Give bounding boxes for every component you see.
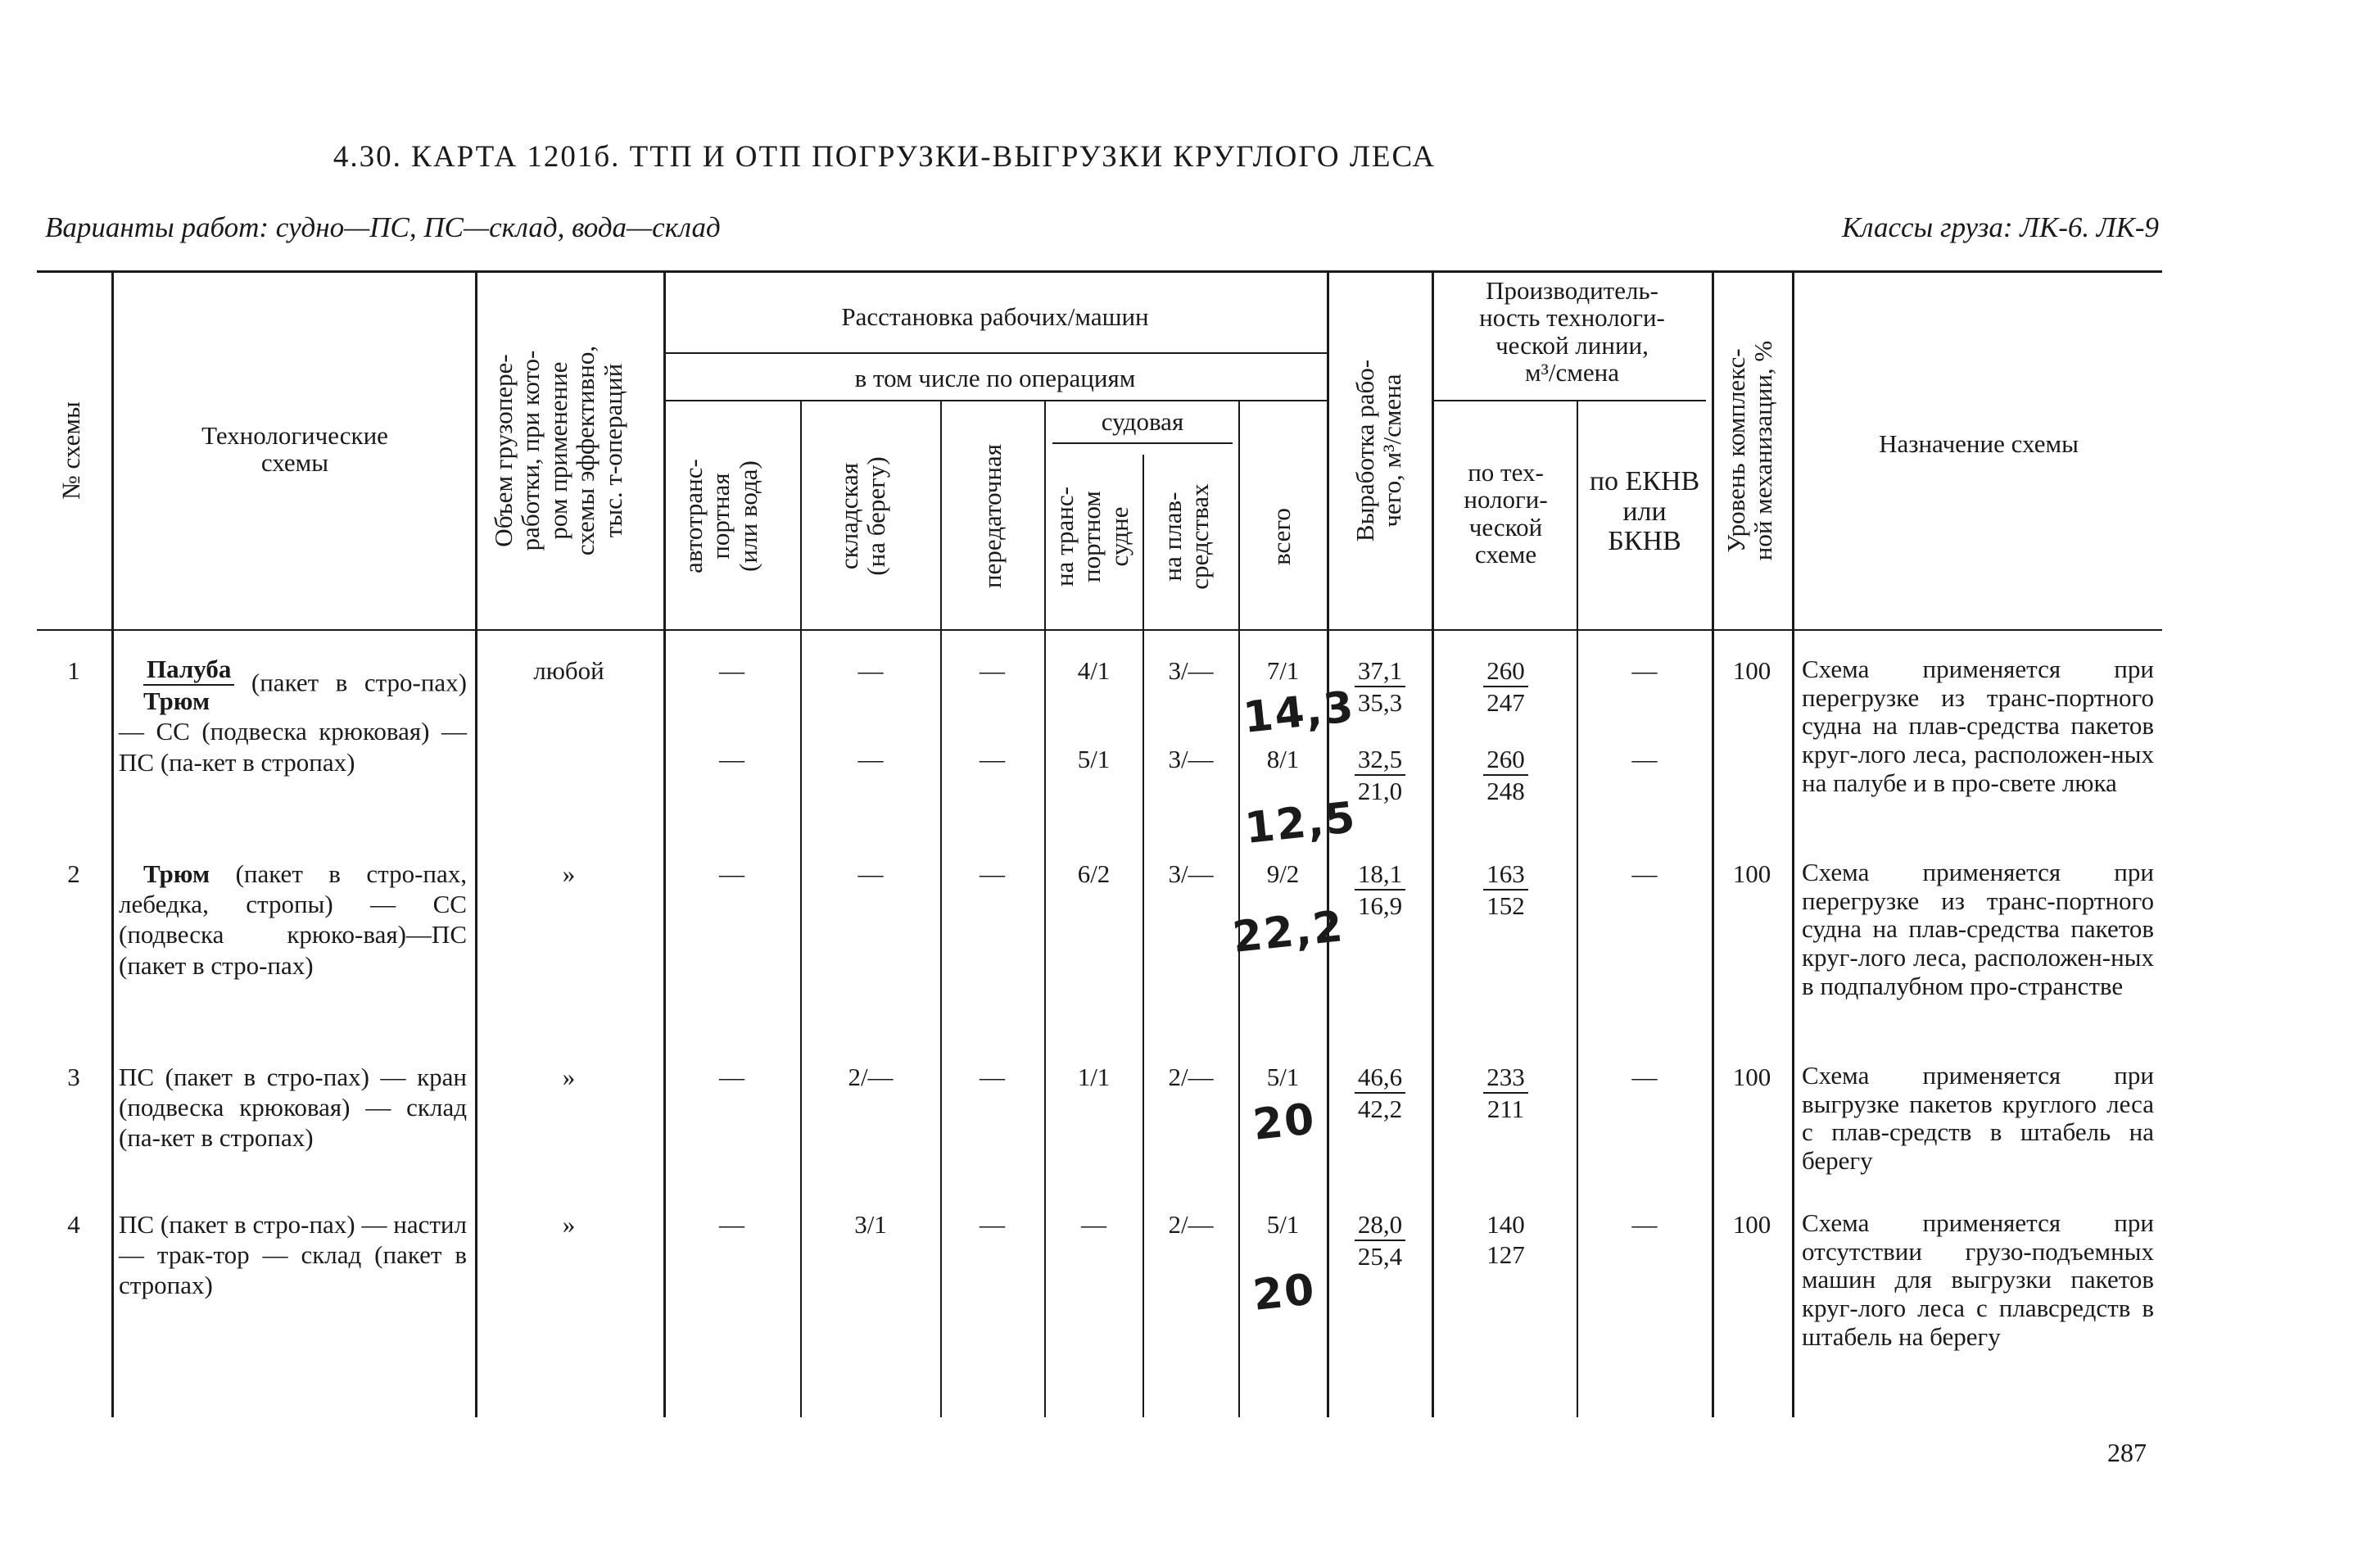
purpose-text: Схема применяется при перегрузке из транс-портного судна на плав-средства пакетов круг-лого леса, расположен-ных на палубе и в про-свете люка bbox=[1802, 655, 2154, 797]
header-ship: судовая bbox=[1101, 407, 1184, 436]
header-warehouse-line: (на берегу) bbox=[862, 456, 891, 576]
page-number: 287 bbox=[2107, 1438, 2147, 1467]
placement-rule bbox=[663, 352, 1327, 354]
handwritten-note: 20 bbox=[1251, 1095, 1319, 1150]
col-line bbox=[1577, 400, 1578, 1417]
warehouse-value: — bbox=[857, 745, 884, 773]
cargo-classes: Классы груза: ЛК-6. ЛК-9 bbox=[1842, 211, 2159, 243]
productivity-bottom: 211 bbox=[1486, 1095, 1525, 1124]
header-scheme-no-text: № схемы bbox=[57, 401, 85, 500]
handwritten-note: 14,3 bbox=[1241, 682, 1358, 743]
scheme-description bbox=[119, 859, 467, 981]
on-ship-value: 4/1 bbox=[1077, 656, 1111, 685]
productivity-top: 140 bbox=[1486, 1210, 1525, 1239]
scheme-fraction-bottom: Трюм bbox=[143, 687, 210, 716]
header-tech-schemes-line: Технологические bbox=[201, 421, 388, 450]
warehouse-value: 2/— bbox=[848, 1063, 894, 1091]
transfer-value: — bbox=[980, 745, 1005, 773]
auto-value: — bbox=[719, 745, 744, 773]
header-productivity-line: ческой линии, bbox=[1495, 330, 1649, 360]
header-tech-schemes bbox=[115, 422, 475, 477]
output-top: 46,6 bbox=[1355, 1062, 1405, 1094]
header-total bbox=[1268, 455, 1295, 619]
on-ship-value: 6/2 bbox=[1077, 859, 1111, 888]
header-on-floating bbox=[1159, 455, 1214, 619]
on-float-value: 2/— bbox=[1168, 1063, 1214, 1091]
total-value: 9/2 bbox=[1266, 859, 1300, 888]
output-top: 37,1 bbox=[1355, 655, 1405, 687]
productivity-value bbox=[1435, 859, 1577, 921]
work-variants: Варианты работ: судно—ПС, ПС—склад, вода—склад bbox=[45, 211, 721, 243]
output-value bbox=[1331, 1209, 1429, 1271]
output-top: 18,1 bbox=[1355, 859, 1405, 891]
header-warehouse-line: складская bbox=[835, 462, 863, 570]
mechanization-value: 100 bbox=[1732, 1210, 1771, 1239]
purpose-text: Схема применяется при выгрузке пакетов круглого леса с плав-средств в штабель на берегу bbox=[1802, 1061, 2154, 1176]
header-warehouse bbox=[835, 410, 890, 623]
transfer-value: — bbox=[980, 1063, 1005, 1091]
auto-value: — bbox=[719, 656, 744, 685]
header-by-ekhv-line: по ЕКНВ bbox=[1589, 466, 1700, 496]
volume-value: любой bbox=[533, 656, 604, 685]
productivity-bottom: 247 bbox=[1486, 688, 1525, 718]
transfer-value: — bbox=[980, 859, 1005, 888]
ekhv-value: — bbox=[1631, 745, 1658, 773]
scheme-description: ПС (пакет в стро-пах) — кран (подвеска крюковая) — склад (па-кет в стропах) bbox=[119, 1063, 467, 1153]
col-line bbox=[1142, 455, 1144, 1417]
page-title: 4.30. КАРТА 1201б. ТТП И ОТП ПОГРУЗКИ-ВЫГРУЗКИ КРУГЛОГО ЛЕСА bbox=[333, 140, 1437, 174]
header-by-scheme-line: по тех- bbox=[1468, 458, 1544, 487]
scheme-description: ПС (пакет в стро-пах) — настил — трак-тор — склад (пакет в стропах) bbox=[119, 1210, 467, 1300]
productivity-bottom: 248 bbox=[1486, 777, 1525, 806]
productivity-top: 233 bbox=[1483, 1062, 1528, 1094]
volume-value: » bbox=[562, 859, 576, 888]
header-on-transport-ship-line: на транс- bbox=[1050, 487, 1079, 587]
handwritten-note: 12,5 bbox=[1242, 793, 1360, 854]
header-by-scheme-line: схеме bbox=[1474, 540, 1537, 569]
header-productivity-line: ность технологи- bbox=[1479, 303, 1665, 333]
header-volume-line: схемы эффективно, bbox=[571, 345, 600, 556]
volume-value: » bbox=[562, 1210, 576, 1239]
header-by-scheme-line: ческой bbox=[1468, 512, 1543, 542]
scheme-fraction bbox=[143, 654, 234, 716]
including-rule bbox=[663, 400, 1327, 401]
header-productivity-line: м³/смена bbox=[1524, 358, 1619, 388]
header-by-ekhv bbox=[1579, 467, 1710, 557]
auto-value: — bbox=[719, 1210, 744, 1239]
header-total-text: всего bbox=[1267, 508, 1296, 565]
output-bottom: 16,9 bbox=[1357, 891, 1403, 921]
productivity-top: 163 bbox=[1483, 859, 1528, 891]
row-number: 4 bbox=[67, 1210, 80, 1239]
header-volume bbox=[490, 279, 627, 623]
header-auto-line: (или вода) bbox=[733, 460, 762, 572]
warehouse-value: — bbox=[857, 859, 884, 888]
total-value: 5/1 bbox=[1266, 1210, 1300, 1239]
volume-value: » bbox=[562, 1063, 576, 1091]
header-productivity-line: Производитель- bbox=[1486, 276, 1658, 305]
total-value: 8/1 bbox=[1266, 745, 1300, 773]
header-productivity bbox=[1435, 277, 1709, 387]
ekhv-value: — bbox=[1631, 656, 1658, 685]
scheme-fraction-top: Палуба bbox=[143, 654, 234, 686]
output-value bbox=[1331, 859, 1429, 921]
header-auto-line: портная bbox=[706, 473, 735, 560]
productivity-value bbox=[1435, 1209, 1577, 1270]
header-output-line: Выработка рабо- bbox=[1351, 359, 1379, 542]
auto-value: — bbox=[719, 859, 744, 888]
col-line bbox=[111, 270, 114, 1417]
header-volume-line: тыс. т-операций bbox=[598, 363, 627, 538]
mechanization-value: 100 bbox=[1732, 1063, 1771, 1091]
header-mechanization-line: Уровень комплекс- bbox=[1722, 348, 1750, 553]
header-auto-line: автотранс- bbox=[679, 459, 708, 573]
header-on-transport-ship-line: судне bbox=[1104, 506, 1133, 567]
header-transfer-text: передаточная bbox=[978, 444, 1007, 588]
header-on-floating-line: на плав- bbox=[1158, 492, 1187, 582]
scheme-bold: Трюм bbox=[143, 859, 210, 888]
header-volume-line: Объем грузопере- bbox=[489, 354, 518, 547]
header-volume-line: ром применение bbox=[543, 361, 572, 540]
header-by-ekhv-line: БКНВ bbox=[1608, 526, 1681, 557]
output-top: 32,5 bbox=[1355, 744, 1405, 776]
col-line bbox=[940, 400, 942, 1417]
productivity-rule bbox=[1432, 400, 1706, 401]
output-top: 28,0 bbox=[1355, 1209, 1405, 1241]
col-line bbox=[475, 270, 477, 1417]
header-output-line: чего, м³/смена bbox=[1378, 374, 1407, 528]
output-bottom: 21,0 bbox=[1357, 777, 1403, 806]
scheme-text: (пакет в стро-пах) — СС (подвеска крюковая) — ПС (па-кет в стропах) bbox=[119, 668, 467, 777]
output-bottom: 25,4 bbox=[1357, 1242, 1403, 1271]
header-purpose: Назначение схемы bbox=[1879, 429, 2079, 458]
col-line bbox=[800, 400, 802, 1417]
header-transfer bbox=[979, 410, 1006, 623]
table-top-rule bbox=[37, 270, 2162, 273]
productivity-bottom: 152 bbox=[1486, 891, 1525, 921]
col-line bbox=[1432, 270, 1434, 1417]
ekhv-value: — bbox=[1631, 1063, 1658, 1091]
header-mechanization-line: ной механизации, % bbox=[1749, 340, 1778, 561]
mechanization-value: 100 bbox=[1732, 656, 1771, 685]
productivity-value bbox=[1435, 1062, 1577, 1124]
output-bottom: 42,2 bbox=[1357, 1095, 1403, 1124]
scheme-description bbox=[119, 654, 467, 777]
productivity-value bbox=[1435, 655, 1577, 718]
productivity-top: 260 bbox=[1483, 655, 1528, 687]
on-float-value: 3/— bbox=[1168, 859, 1214, 888]
col-line bbox=[1238, 400, 1240, 1417]
productivity-top: 260 bbox=[1483, 744, 1528, 776]
on-ship-value: — bbox=[1081, 1210, 1106, 1239]
header-including: в том числе по операциям bbox=[854, 364, 1136, 392]
on-float-value: 3/— bbox=[1168, 745, 1214, 773]
header-by-ekhv-line: или bbox=[1622, 496, 1667, 527]
on-float-value: 3/— bbox=[1168, 656, 1214, 685]
warehouse-value: 3/1 bbox=[854, 1210, 887, 1239]
header-placement: Расстановка рабочих/машин bbox=[841, 302, 1149, 331]
warehouse-value: — bbox=[857, 656, 884, 685]
header-volume-line: работки, при кото- bbox=[516, 350, 545, 551]
scheme-text: (пакет в стро-пах, лебедка, стропы) — СС (подвеска крюко-вая)—ПС (пакет в стро-пах) bbox=[119, 859, 468, 980]
total-value: 5/1 bbox=[1266, 1063, 1300, 1091]
purpose-text: Схема применяется при отсутствии грузо-подъемных машин для выгрузки пакетов круг-лого леса с плавсредств в штабель на берегу bbox=[1802, 1208, 2154, 1351]
on-float-value: 2/— bbox=[1168, 1210, 1214, 1239]
row-number: 3 bbox=[67, 1063, 80, 1091]
output-bottom: 35,3 bbox=[1357, 688, 1403, 718]
ekhv-value: — bbox=[1631, 1210, 1658, 1239]
handwritten-note: 22,2 bbox=[1230, 902, 1347, 963]
col-line bbox=[1712, 270, 1714, 1417]
row-number: 1 bbox=[67, 656, 80, 685]
header-scheme-no bbox=[57, 279, 84, 623]
transfer-value: — bbox=[980, 656, 1005, 685]
header-auto bbox=[680, 410, 762, 623]
header-bottom-rule bbox=[37, 629, 2162, 631]
transfer-value: — bbox=[980, 1210, 1005, 1239]
col-line bbox=[663, 270, 666, 1417]
auto-value: — bbox=[719, 1063, 744, 1091]
total-value: 7/1 bbox=[1266, 656, 1300, 685]
mechanization-value: 100 bbox=[1732, 859, 1771, 888]
header-on-transport-ship-line: портном bbox=[1077, 491, 1106, 582]
ekhv-value: — bbox=[1631, 859, 1658, 888]
header-by-scheme bbox=[1435, 459, 1577, 569]
handwritten-note: 20 bbox=[1251, 1265, 1319, 1321]
on-ship-value: 5/1 bbox=[1077, 745, 1111, 773]
header-mechanization bbox=[1722, 279, 1777, 623]
productivity-bottom: 127 bbox=[1486, 1240, 1525, 1270]
header-on-floating-line: средствах bbox=[1185, 483, 1215, 590]
header-on-transport-ship bbox=[1051, 455, 1133, 619]
productivity-value bbox=[1435, 744, 1577, 806]
col-line bbox=[1044, 400, 1046, 1417]
header-by-scheme-line: нологи- bbox=[1464, 485, 1548, 514]
col-line bbox=[1792, 270, 1794, 1417]
ship-rule bbox=[1052, 442, 1233, 444]
header-tech-schemes-line: схемы bbox=[260, 448, 329, 478]
output-value bbox=[1331, 1062, 1429, 1124]
header-output bbox=[1351, 279, 1406, 623]
purpose-text: Схема применяется при перегрузке из транс-портного судна на плав-средства пакетов круг-лого леса, расположен-ных в подпалубном про-странстве bbox=[1802, 858, 2154, 1000]
row-number: 2 bbox=[67, 859, 80, 888]
on-ship-value: 1/1 bbox=[1077, 1063, 1111, 1091]
